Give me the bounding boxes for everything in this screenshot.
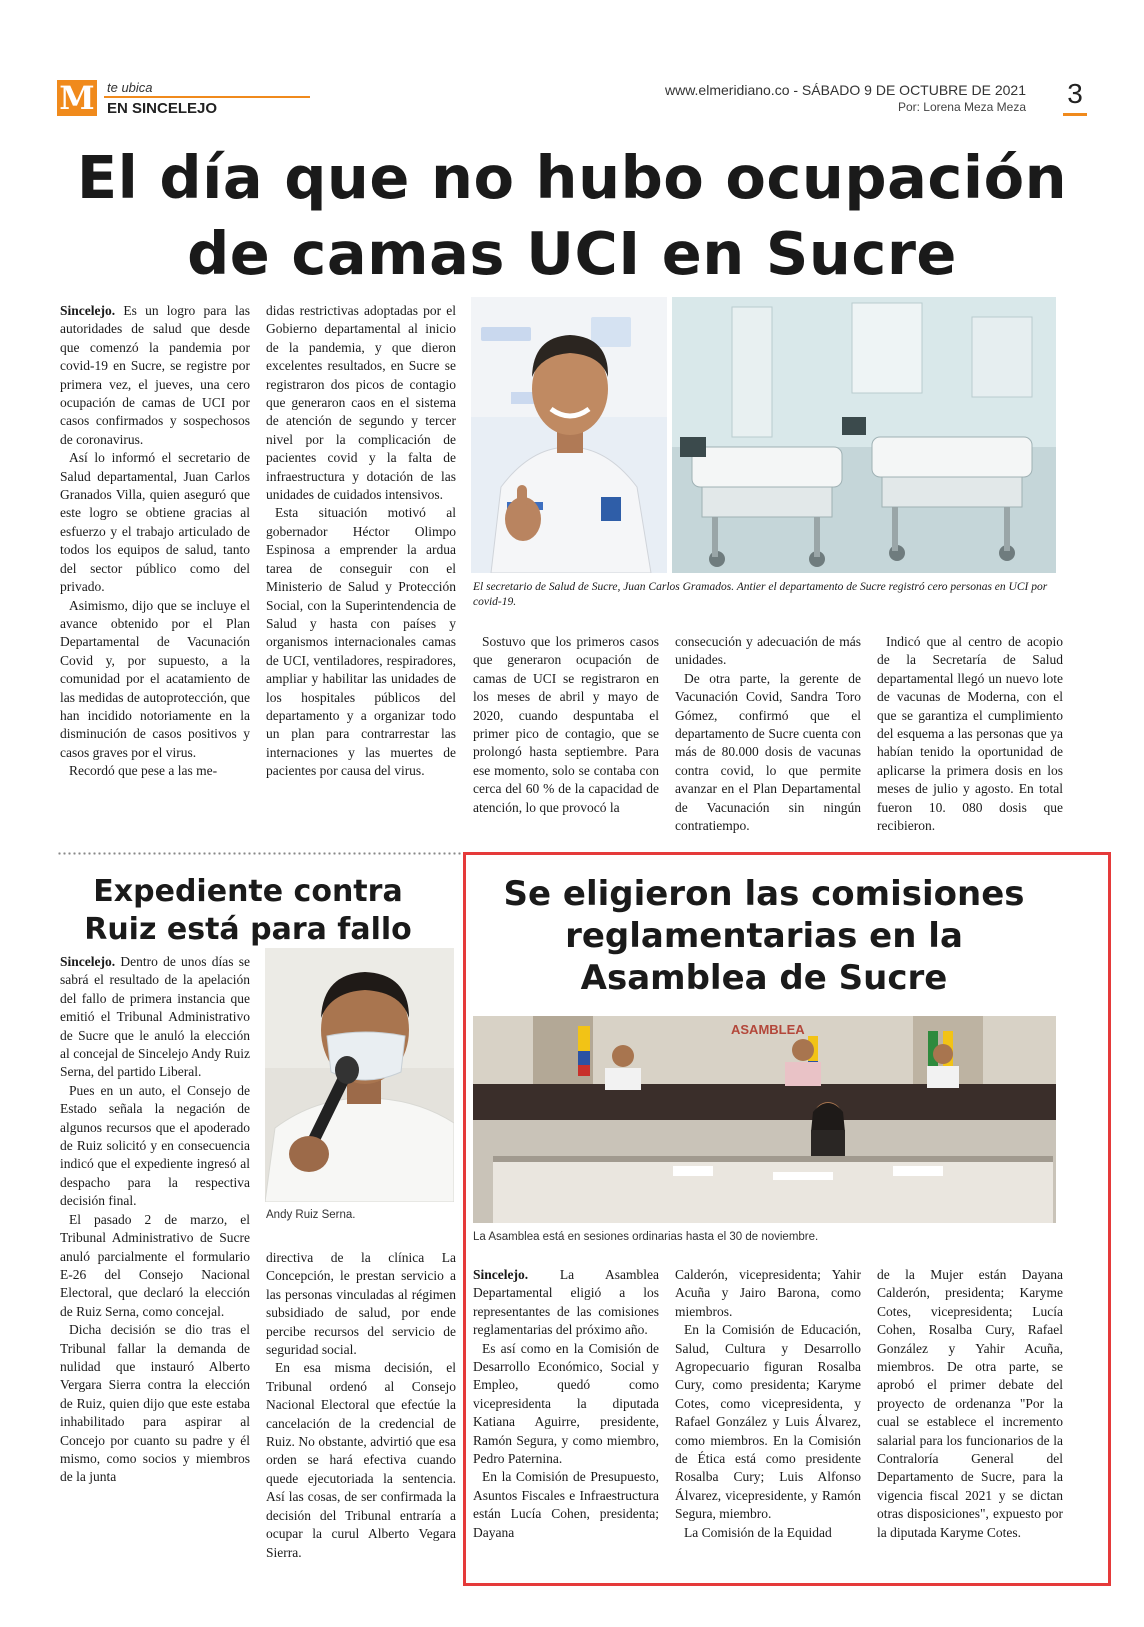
health-secretary-photo xyxy=(471,297,667,573)
byline: Por: Lorena Meza Meza xyxy=(897,100,1026,114)
paragraph: Indicó que al centro de acopio de la Secretaría de Salud departamental llegó un nuevo lote de vacunas de Moderna, con el que se garantiza el cumplimiento del esquema a las personas que ya habían tenido la oportunidad de aplicarse la primera dosis en los meses de julio y agosto. En total fueron 10. 080 dosis que recibieron. xyxy=(877,634,1063,834)
asamblea-headline xyxy=(474,873,1054,999)
dateline: www.elmeridiano.co - SÁBADO 9 DE OCTUBRE DE 2021 xyxy=(664,82,1026,98)
asamblea-headline-line-2: reglamentarias en la xyxy=(565,916,963,956)
main-story-column-4 xyxy=(675,633,861,835)
section-kicker-small: te ubica xyxy=(107,80,153,95)
paragraph: Asimismo, dijo que se incluye el avance obtenido por el Plan Departamental de Vacunación Covid y, por supuesto, a la comunidad por el acatamiento de las medidas de autoprotección, que han incidido notoriamente en la disminución de casos positivos y casos graves por el virus. xyxy=(60,597,250,760)
main-story-column-2 xyxy=(266,302,456,781)
asamblea-session-photo xyxy=(473,1016,1056,1223)
main-headline-line-2: de camas UCI en Sucre xyxy=(187,219,957,288)
paragraph: de la Mujer están Dayana Calderón, presidenta; Karyme Cotes, vicepresidenta; Lucía Cohen, Rosalba Cury, Rafael González y Yahir Acuña, miembros. De otra parte, se aprobó el primer debate del proyecto de ordenanza "Por la cual se establece el incremento salarial para los funcionarios de la Contraloría General del Departamento de Sucre, para la vigencia fiscal 2021 y se dictan otras disposiciones", expuesto por la diputada Karyme Cotes. xyxy=(877,1267,1063,1540)
ruiz-story-column-1 xyxy=(60,953,250,1487)
paragraph: Es así como en la Comisión de Desarrollo Económico, Social y Empleo, quedó como vicepresidenta la diputada Katiana Aguirre, presidente, Ramón Segura, y como miembro, Pedro Paternina. xyxy=(473,1340,659,1467)
ruiz-story-column-2 xyxy=(266,1249,456,1562)
page-number-rule xyxy=(1063,113,1087,116)
main-headline xyxy=(40,140,1104,292)
paragraph: El pasado 2 de marzo, el Tribunal Administrativo de Sucre anuló parcialmente el formulario E-26 del Consejo Nacional Electoral, que declaró la elección de Ruiz Serna, como concejal. xyxy=(60,1211,250,1319)
paragraph: Así lo informó el secretario de Salud departamental, Juan Carlos Granados Villa, quien aseguró que este logro se obtiene gracias al esfuerzo y el trabajo articulado de todos los equipos de salud, tanto del sector público como del privado. xyxy=(60,450,250,595)
paragraph: Sostuvo que los primeros casos que generaron ocupación de camas de UCI se registraron en los meses de abril y mayo de 2020, cuando despuntaba el primer pico de contagio, que se prolongó hasta septiembre. Para ese momento, solo se contaba con cerca del 60 % de la capacidad de atención, lo que provocó la xyxy=(473,634,659,815)
main-headline-line-1: El día que no hubo ocupación xyxy=(76,143,1068,212)
ruiz-photo-caption: Andy Ruiz Serna. xyxy=(266,1209,356,1221)
paragraph: Calderón, vicepresidenta; Yahir Acuña y Jairo Barona, como miembros. xyxy=(675,1267,861,1319)
assembly-sign-text: ASAMBLEA xyxy=(731,1022,805,1037)
paragraph: En la Comisión de Presupuesto, Asuntos Fiscales e Infraestructura están Lucía Cohen, presidenta; Dayana xyxy=(473,1469,659,1540)
main-story-column-1 xyxy=(60,302,250,781)
asamblea-headline-line-1: Se eligieron las comisiones xyxy=(503,874,1025,914)
dateline-lead: Sincelejo. xyxy=(473,1267,529,1282)
kicker-rule xyxy=(104,96,310,98)
paragraph: consecución y adecuación de más unidades. xyxy=(675,634,861,668)
ruiz-headline-line-2: Ruiz está para fallo xyxy=(84,912,412,947)
paragraph: Recordó que pese a las me- xyxy=(69,763,218,779)
paragraph: De otra parte, la gerente de Vacunación Covid, Sandra Toro Gómez, confirmó que el departamento de Sucre cuenta con más de 80.000 dosis de vacunas contra covid, lo que permite avanzar en el Plan Departamental de Vacunación sin ningún contratiempo. xyxy=(675,670,861,834)
paragraph: La Comisión de la Equidad xyxy=(684,1524,832,1540)
asamblea-headline-line-3: Asamblea de Sucre xyxy=(580,958,948,998)
andy-ruiz-photo xyxy=(265,948,454,1202)
ruiz-headline-line-1: Expediente contra xyxy=(93,874,403,909)
paragraph: Dicha decisión se dio tras el Tribunal fallar la demanda de nulidad que instauró Alberto Vergara Sierra contra la elección de Ruiz, quien dijo que este estaba inhabilitado para aspirar al Concejo por cuanto su padre y él mismo, como socios y miembros de la junta xyxy=(60,1322,250,1485)
paragraph: Pues en un auto, el Consejo de Estado señala la negación de algunos recursos que el apoderado de Ruiz solicitó y en consecuencia indicó que el expediente ingresó al despacho para la respectiva decisión final. xyxy=(60,1082,250,1209)
paragraph: En la Comisión de Educación, Salud, Cultura y Desarrollo Agropecuario figuran Rosalba Cury, como presidenta; Karyme Cotes, como vicepresidenta, y Rafael González y Luis Álvarez, como miembros. En la Comisión de Ética está como presidente Rosalba Cury; Luis Alfonso Álvarez, vicepresidente, y Ramón Segura, miembro. xyxy=(675,1322,861,1522)
page-number: 3 xyxy=(1067,78,1083,109)
asamblea-photo-caption: La Asamblea está en sesiones ordinarias hasta el 30 de noviembre. xyxy=(473,1231,819,1243)
dateline-lead: Sincelejo. xyxy=(60,303,116,318)
paragraph: Dentro de unos días se sabrá el resultado de la apelación del fallo de primera instancia que emitió el Tribunal Administrativo de Sucre que le anuló la elección al concejal de Sincelejo Andy Ruiz Serna, del partido Liberal. xyxy=(60,954,250,1080)
section-kicker: EN SINCELEJO xyxy=(107,100,218,117)
asamblea-story-column-2 xyxy=(675,1266,861,1542)
icu-beds-photo xyxy=(672,297,1056,573)
ruiz-headline xyxy=(57,873,439,949)
asamblea-story-column-3 xyxy=(877,1266,1063,1542)
main-photo-caption: El secretario de Salud de Sucre, Juan Carlos Gramados. Antier el departamento de Sucre registró cero personas en UCI por covid-19. xyxy=(473,581,1048,608)
paragraph: En esa misma decisión, el Tribunal ordenó al Consejo Nacional Electoral que efectúe la cancelación de la credencial de Ruiz. No obstante, advirtió que esa orden se hará efectiva cuando quede ejecutoriada la sentencia. Así las cosas, de ser confirmada la decisión del Tribunal entraría a ocupar la curul Alberto Vegara Sierra. xyxy=(266,1360,456,1560)
paragraph: Esta situación motivó al gobernador Héctor Olimpo Espinosa a emprender la ardua tarea de conseguir con el Ministerio de Salud y Protección Social, con la Superintendencia de Salud y hasta con países y organismos internacionales camas de UCI, ventiladores, respiradores, ampliar y habilitar las unidades de los hospitales públicos del departamento y a organizar todo un plan para contrarrestar las internaciones y las muertes de pacientes por causa del virus. xyxy=(266,505,456,779)
paragraph: Es un logro para las autoridades de salud que desde que comenzó la pandemia por covid-19 en Sucre, se registre por primera vez, el jueves, una cero ocupación de camas de UCI por casos confirmados y sospechosos de coronavirus. xyxy=(60,303,250,447)
paragraph: directiva de la clínica La Concepción, le prestan servicio a las personas vinculadas al régimen subsidiado de salud, por ende percibe recursos del servicio de seguridad social. xyxy=(266,1250,456,1358)
main-story-column-3 xyxy=(473,633,659,817)
asamblea-story-column-1 xyxy=(473,1266,659,1542)
dateline-lead: Sincelejo. xyxy=(60,954,116,969)
paragraph: La Asamblea Departamental eligió a los representantes de las comisiones reglamentarias del próximo año. xyxy=(473,1267,659,1338)
paragraph: didas restrictivas adoptadas por el Gobierno departamental al inicio de la pandemia, y que dieron excelentes resultados, en Sucre se registraron dos picos de contagio que generaron caos en el sistema de atención de segundo y tercer nivel por la complicación de pacientes covid y la falta de infraestructura y dotación de las unidades de cuidados intensivos. xyxy=(266,303,456,503)
newspaper-logo: M xyxy=(57,80,97,116)
main-story-column-5 xyxy=(877,633,1063,835)
